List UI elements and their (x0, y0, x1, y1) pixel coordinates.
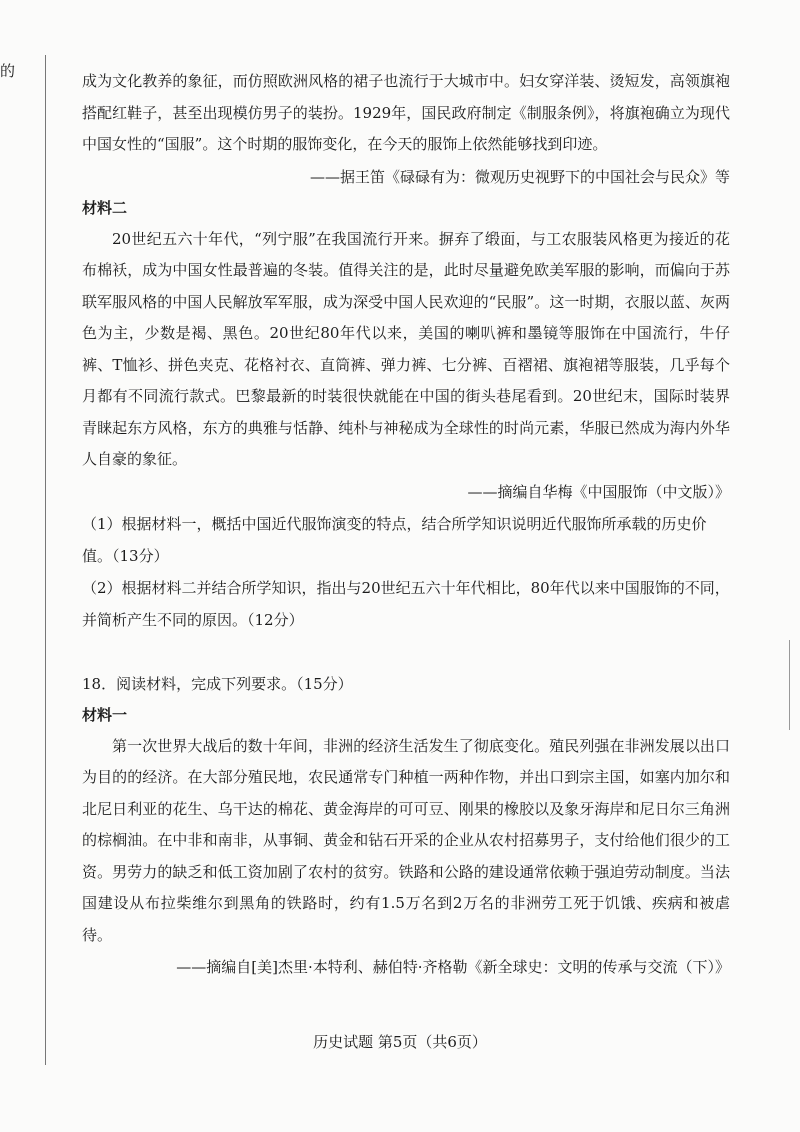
q18-material1-source: ——摘编自[美]杰里·本特利、赫伯特·齐格勒《新全球史：文明的传承与交流（下）》 (176, 958, 730, 976)
q18-material1-text: 第一次世界大战后的数十年间，非洲的经济生活发生了彻底变化。殖民列强在非洲发展以出口为目的的经济。在大部分殖民地，农民通常专门种植一两种作物，并出口到宗主国，如塞内加尔和北尼日利亚的花生、乌干达的棉花、黄金海岸的可可豆、刚果的橡胶以及象牙海岸和尼日尔三角洲的棕榈油。在中非和南非，从事铜、黄金和钻石开采的企业从农村招募男子，支付给他们很少的工资。男劳力的缺乏和低工资加剧了农村的贫穷。铁路和公路的建设通常依赖于强迫劳动制度。当法国建设从布拉柴维尔到黑角的铁路时，约有1.5万名到2万名的非洲劳工死于饥饿、疾病和被虐待。 (82, 736, 730, 944)
material2-heading: 材料二 (82, 198, 128, 217)
edge-character: 的 (0, 62, 16, 80)
material1-source: ——据王笛《碌碌有为：微观历史视野下的中国社会与民众》等 (309, 167, 730, 186)
q18-material1-heading: 材料一 (82, 705, 128, 724)
page-footer: 历史试题 第5页（共6页） (313, 1033, 487, 1051)
question-1: （1）根据材料一，概括中国近代服饰演变的特点，结合所学知识说明近代服饰所承载的历史价值。（13分） (82, 514, 707, 565)
material1-continued-text: 成为文化教养的象征，而仿照欧洲风格的裙子也流行于大城市中。妇女穿洋装、烫短发，高领旗袍搭配红鞋子，甚至出现模仿男子的装扮。1929年，国民政府制定《制服条例》，将旗袍确立为现代中国女性的“国服”。这个时期的服饰变化，在今天的服饰上依然能够找到印迹。 (82, 72, 730, 153)
question-18-title: 18．阅读材料，完成下列要求。（15分） (82, 674, 353, 693)
spacer (82, 636, 730, 668)
margin-line-left (45, 55, 46, 1065)
material2-source: ——摘编自华梅《中国服饰（中文版）》 (467, 482, 730, 501)
page-content (82, 66, 730, 983)
question-2: （2）根据材料二并结合所学知识，指出与20世纪五六十年代相比，80年代以来中国服饰的不同，并简析产生不同的原因。（12分） (82, 578, 730, 629)
material2-text: 20世纪五六十年代，“列宁服”在我国流行开来。摒弃了缎面，与工农服装风格更为接近的花布棉袄，成为中国女性最普遍的冬装。值得关注的是，此时尽量避免欧美军服的影响，而偏向于苏联军服风格的中国人民解放军军服，成为深受中国人民欢迎的“民服”。这一时期，衣服以蓝、灰两色为主，少数是褐、黑色。20世纪80年代以来，美国的喇叭裤和墨镜等服饰在中国流行，牛仔裤、T恤衫、拼色夹克、花格衬衣、直筒裤、弹力裤、七分裤、百褶裙、旗袍裙等服装，几乎每个月都有不同流行款式。巴黎最新的时装很快就能在中国的街头巷尾看到。20世纪末，国际时装界青睐起东方风格，东方的典雅与恬静、纯朴与神秘成为全球性的时尚元素，华服已然成为海内外华人自豪的象征。 (82, 229, 730, 468)
margin-line-right (789, 640, 790, 730)
